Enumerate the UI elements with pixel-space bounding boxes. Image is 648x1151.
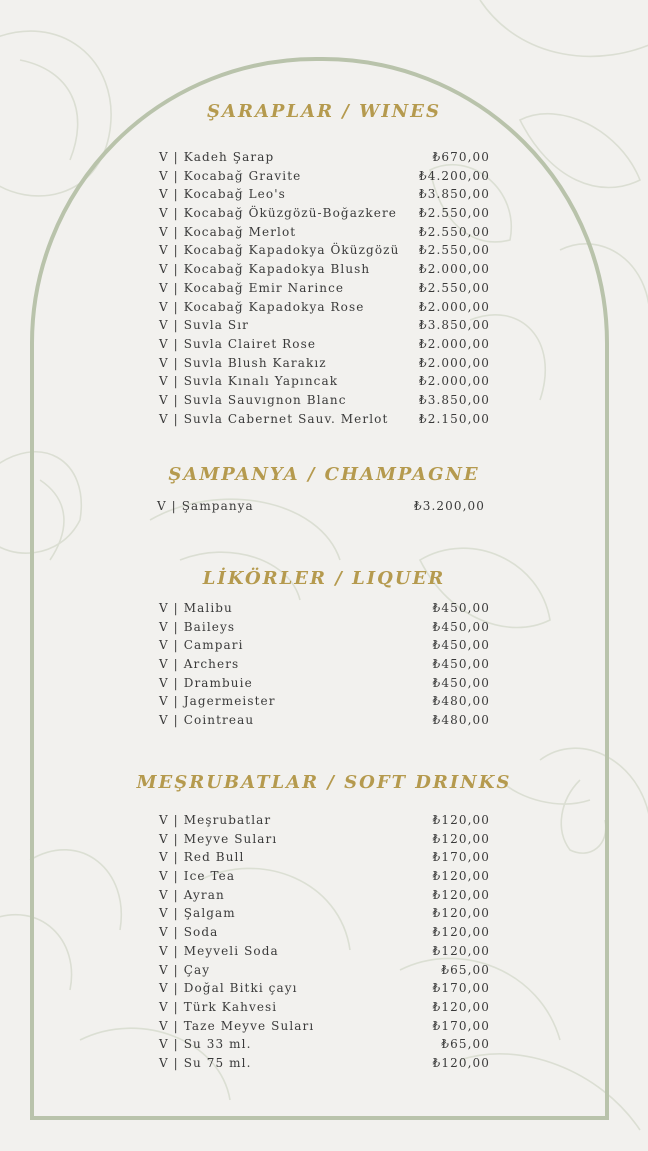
section-title-champagne: ŞAMPANYA / CHAMPAGNE <box>168 464 480 485</box>
list-item <box>159 636 490 655</box>
list-item <box>159 354 490 373</box>
list-item <box>159 410 490 429</box>
item-price: ₺2.000,00 <box>419 299 490 314</box>
item-name: V | Suvla Cabernet Sauv. Merlot <box>159 411 389 426</box>
list-item <box>159 830 490 849</box>
item-name: V | Cointreau <box>159 713 255 728</box>
item-name: V | Kocabağ Kapadokya Rose <box>159 299 365 314</box>
item-price: ₺65,00 <box>441 1037 490 1052</box>
item-price: ₺120,00 <box>432 831 490 846</box>
list-item <box>159 618 490 637</box>
item-price: ₺120,00 <box>432 906 490 921</box>
list-item <box>159 223 490 242</box>
item-price: ₺450,00 <box>432 638 490 653</box>
item-price: ₺2.000,00 <box>419 355 490 370</box>
list-item <box>157 497 485 516</box>
item-price: ₺2.550,00 <box>419 206 490 221</box>
item-price: ₺3.850,00 <box>419 392 490 407</box>
item-price: ₺450,00 <box>432 675 490 690</box>
item-name: V | Kocabağ Kapadokya Öküzgözü <box>159 243 400 258</box>
item-price: ₺120,00 <box>432 999 490 1014</box>
section-title-soft-drinks: MEŞRUBATLAR / SOFT DRINKS <box>136 772 512 793</box>
list-item <box>159 904 490 923</box>
list-item <box>159 335 490 354</box>
list-item <box>159 867 490 886</box>
wines-list <box>159 148 490 428</box>
item-name: V | Kocabağ Kapadokya Blush <box>159 262 371 277</box>
item-price: ₺2.150,00 <box>419 411 490 426</box>
item-price: ₺120,00 <box>432 943 490 958</box>
list-item <box>159 185 490 204</box>
item-price: ₺670,00 <box>432 150 490 164</box>
item-name: V | Su 33 ml. <box>159 1037 252 1052</box>
item-name: V | Kocabağ Leo's <box>159 187 286 202</box>
liquer-list <box>159 599 490 730</box>
item-name: V | Doğal Bitki çayı <box>159 981 298 996</box>
list-item <box>159 886 490 905</box>
list-item <box>159 204 490 223</box>
list-item <box>159 372 490 391</box>
item-name: V | Kocabağ Emir Narince <box>159 280 345 295</box>
item-name: V | Meşrubatlar <box>159 813 272 827</box>
item-price: ₺120,00 <box>432 869 490 884</box>
item-name: V | Suvla Blush Karakız <box>159 355 327 370</box>
list-item <box>159 998 490 1017</box>
item-name: V | Baileys <box>159 619 236 634</box>
item-name: V | Campari <box>159 638 244 653</box>
section-title-liquer: LİKÖRLER / LIQUER <box>202 568 446 589</box>
item-name: V | Suvla Kınalı Yapıncak <box>159 374 339 389</box>
item-price: ₺450,00 <box>432 619 490 634</box>
list-item <box>159 848 490 867</box>
list-item <box>159 148 490 167</box>
item-name: V | Archers <box>159 657 240 672</box>
item-price: ₺120,00 <box>432 925 490 940</box>
item-price: ₺2.550,00 <box>419 224 490 239</box>
list-item <box>159 1054 490 1073</box>
list-item <box>159 979 490 998</box>
list-item <box>159 692 490 711</box>
soft-drinks-list <box>159 811 490 1073</box>
list-item <box>159 711 490 730</box>
champagne-list <box>157 497 485 516</box>
item-name: V | Kocabağ Öküzgözü-Boğazkere <box>159 206 397 221</box>
list-item <box>159 674 490 693</box>
item-name: V | Kocabağ Merlot <box>159 224 297 239</box>
item-price: ₺4.200,00 <box>419 168 490 183</box>
item-price: ₺2.000,00 <box>419 374 490 389</box>
item-price: ₺2.000,00 <box>419 262 490 277</box>
list-item <box>159 1017 490 1036</box>
item-price: ₺480,00 <box>432 713 490 728</box>
item-name: V | Taze Meyve Suları <box>159 1018 315 1033</box>
list-item <box>159 260 490 279</box>
list-item <box>159 279 490 298</box>
item-price: ₺480,00 <box>432 694 490 709</box>
item-name: V | Kadeh Şarap <box>159 150 275 164</box>
list-item <box>159 811 490 830</box>
item-name: V | Şampanya <box>157 499 254 513</box>
item-price: ₺120,00 <box>432 813 490 827</box>
item-name: V | Su 75 ml. <box>159 1055 252 1070</box>
item-price: ₺120,00 <box>432 887 490 902</box>
item-price: ₺65,00 <box>441 962 490 977</box>
item-name: V | Suvla Sır <box>159 318 249 333</box>
section-title-wines: ŞARAPLAR / WINES <box>207 101 441 122</box>
item-name: V | Drambuie <box>159 675 253 690</box>
item-name: V | Jagermeister <box>159 694 276 709</box>
list-item <box>159 655 490 674</box>
item-name: V | Çay <box>159 962 211 977</box>
item-price: ₺2.000,00 <box>419 336 490 351</box>
item-price: ₺450,00 <box>432 601 490 615</box>
item-price: ₺120,00 <box>432 1055 490 1070</box>
item-name: V | Suvla Sauvıgnon Blanc <box>159 392 347 407</box>
item-price: ₺2.550,00 <box>419 243 490 258</box>
item-name: V | Suvla Clairet Rose <box>159 336 317 351</box>
list-item <box>159 923 490 942</box>
list-item <box>159 599 490 618</box>
list-item <box>159 1035 490 1054</box>
item-name: V | Meyve Suları <box>159 831 278 846</box>
item-price: ₺3.850,00 <box>419 318 490 333</box>
item-name: V | Ayran <box>159 887 225 902</box>
item-price: ₺170,00 <box>432 981 490 996</box>
item-price: ₺3.200,00 <box>414 499 485 513</box>
item-name: V | Türk Kahvesi <box>159 999 278 1014</box>
item-name: V | Şalgam <box>159 906 236 921</box>
item-name: V | Soda <box>159 925 219 940</box>
item-name: V | Ice Tea <box>159 869 236 884</box>
list-item <box>159 167 490 186</box>
item-name: V | Malibu <box>159 601 233 615</box>
list-item <box>159 298 490 317</box>
item-price: ₺170,00 <box>432 1018 490 1033</box>
list-item <box>159 391 490 410</box>
list-item <box>159 241 490 260</box>
item-name: V | Meyveli Soda <box>159 943 279 958</box>
item-price: ₺3.850,00 <box>419 187 490 202</box>
item-name: V | Red Bull <box>159 850 245 865</box>
list-item <box>159 942 490 961</box>
list-item <box>159 961 490 980</box>
item-price: ₺170,00 <box>432 850 490 865</box>
list-item <box>159 316 490 335</box>
item-price: ₺2.550,00 <box>419 280 490 295</box>
item-price: ₺450,00 <box>432 657 490 672</box>
item-name: V | Kocabağ Gravite <box>159 168 302 183</box>
